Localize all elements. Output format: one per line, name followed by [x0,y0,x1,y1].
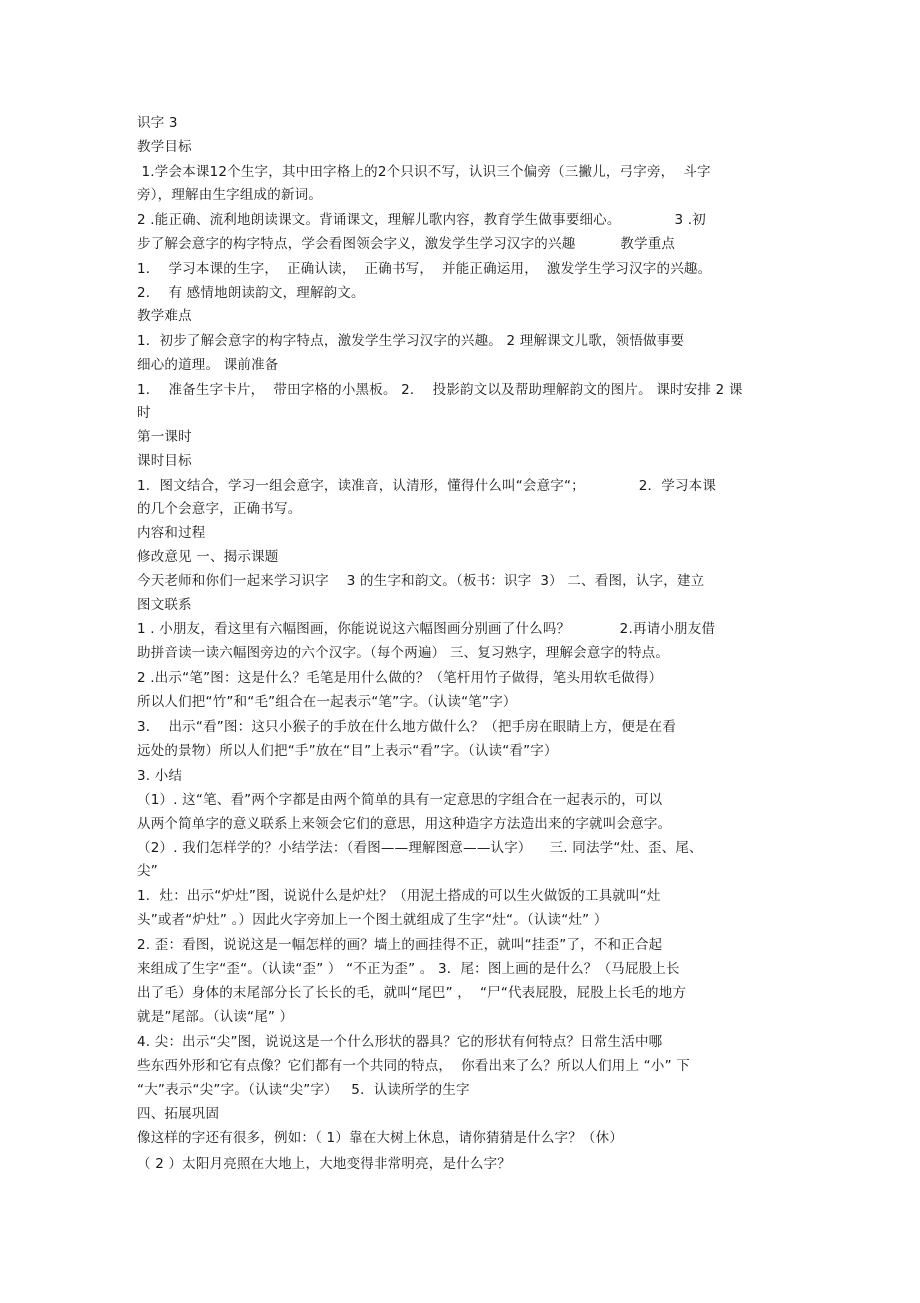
text-line: 就是”尾部。（认读“尾” ） [137,1009,294,1025]
text-line: 头”或者“炉灶” 。）因此火字旁加上一个图土就组成了生字“灶“。（认读“灶” ） [137,912,608,928]
text-line: 细心的道理。 课前准备 [137,357,279,373]
text-line: 修改意见 一、揭示课题 [137,549,279,565]
text-line: 1．初步了解会意字的构字特点，激发学生学习汉字的兴趣。 2 理解课文儿歌，领悟做事要 [137,333,685,349]
text-line: 教学目标 [137,139,192,155]
text-line: （ 2 ）太阳月亮照在大地上，大地变得非常明亮，是什么字？ [137,1156,511,1172]
text-line: 像这样的字还有很多，例如：（ 1）靠在大树上休息，请你猜猜是什么字？（休） [137,1130,624,1146]
text-line: 四、拓展巩固 [137,1106,220,1122]
text-line: 识字 3 [137,115,178,131]
text-line: 1．图文结合，学习一组会意字，读准音，认清形，懂得什么叫“会意字“； 2．学习本课 [137,478,717,494]
text-line: 出了毛）身体的末尾部分长了长长的毛，就叫“尾巴” ， “尸“代表屁股，屁股上长毛的地方 [137,985,687,1001]
text-line: 从两个简单字的意义联系上来领会它们的意思，用这种造字方法造出来的字就叫会意字。 [137,816,672,832]
text-line: 2． 有 感情地朗读韵文，理解韵文。 [137,285,365,301]
text-line: 时 [137,405,151,421]
text-line: 尖” [137,863,158,879]
text-line: 内容和过程 [137,525,206,541]
text-line: 1．灶：出示“炉灶”图，说说什么是炉灶？（用泥土搭成的可以生火做饭的工具就叫“灶 [137,888,661,904]
text-line: 1． 准备生字卡片， 带田字格的小黑板。 2． 投影韵文以及帮助理解韵文的图片。 课时安排 2 课 [137,382,743,398]
text-line: 的几个会意字，正确书写。 [137,501,302,517]
text-line: 助拼音读一读六幅图旁边的六个汉字。（每个两遍） 三、复习熟字，理解会意字的特点。 [137,645,670,661]
text-line: 2 .出示“笔”图：这是什么？毛笔是用什么做的？（笔杆用竹子做得，笔头用软毛做得） [137,670,663,686]
text-line: 1． 学习本课的生字， 正确认读， 正确书写， 并能正确运用， 激发学生学习汉字的兴趣。 [137,261,712,277]
text-line: 3． 出示“看”图：这只小猴子的手放在什么地方做什么？（把手房在眼睛上方，便是在看 [137,719,677,735]
text-line: （1）. 这“笔、看”两个字都是由两个简单的具有一定意思的字组合在一起表示的，可以 [137,792,663,808]
text-line: 3. 小结 [137,768,183,784]
text-line: 第一课时 [137,429,192,445]
text-line: 今天老师和你们一起来学习识字 3 的生字和韵文。（板书：识字 3） 二、看图，认字，建立 [137,573,705,589]
text-line: 教学难点 [137,308,192,324]
text-line: 旁），理解由生字组成的新词。 [137,187,323,203]
text-line: （2）. 我们怎样学的？小结学法：（看图——理解图意——认字） 三. 同法学“灶、歪、尾、 [137,840,703,856]
text-line: 1.学会本课12个生字，其中田字格上的2个只识不写，认识三个偏旁（三撇儿，弓字旁， 斗字 [137,164,711,180]
text-line: 课时目标 [137,453,192,469]
text-line: “大”表示“尖”字。（认读“尖”字） 5．认读所学的生字 [137,1082,470,1098]
text-line: 所以人们把“竹”和“毛”组合在一起表示“笔”字。（认读“笔”字） [137,694,517,710]
text-line: 2 .能正确、流利地朗读课文。背诵课文，理解儿歌内容，教育学生做事要细心。 3 .初 [137,212,706,228]
text-line: 2. 歪：看图，说说这是一幅怎样的画？墙上的画挂得不正，就叫“挂歪”了，不和正合起 [137,937,663,953]
text-line: 步了解会意字的构字特点，学会看图领会字义，激发学生学习汉字的兴趣 教学重点 [137,236,676,252]
text-line: 图文联系 [137,597,192,613]
text-line: 4. 尖：出示“尖”图，说说这是一个什么形状的器具？它的形状有何特点？日常生活中哪 [137,1034,663,1050]
text-line: 1 . 小朋友，看这里有六幅图画，你能说说这六幅图画分别画了什么吗？ 2.再请小朋友借 [137,621,716,637]
text-line: 些东西外形和它有点像？它们都有一个共同的特点， 你看出来了么？所以人们用上 “小” 下 [137,1058,690,1074]
text-line: 远处的景物）所以人们把“手”放在“目”上表示“看”字。（认读“看”字） [137,743,558,759]
text-line: 来组成了生字“歪“。（认读“歪” ） “不正为歪” 。 3．尾：图上画的是什么？（马屁股上长 [137,961,680,977]
